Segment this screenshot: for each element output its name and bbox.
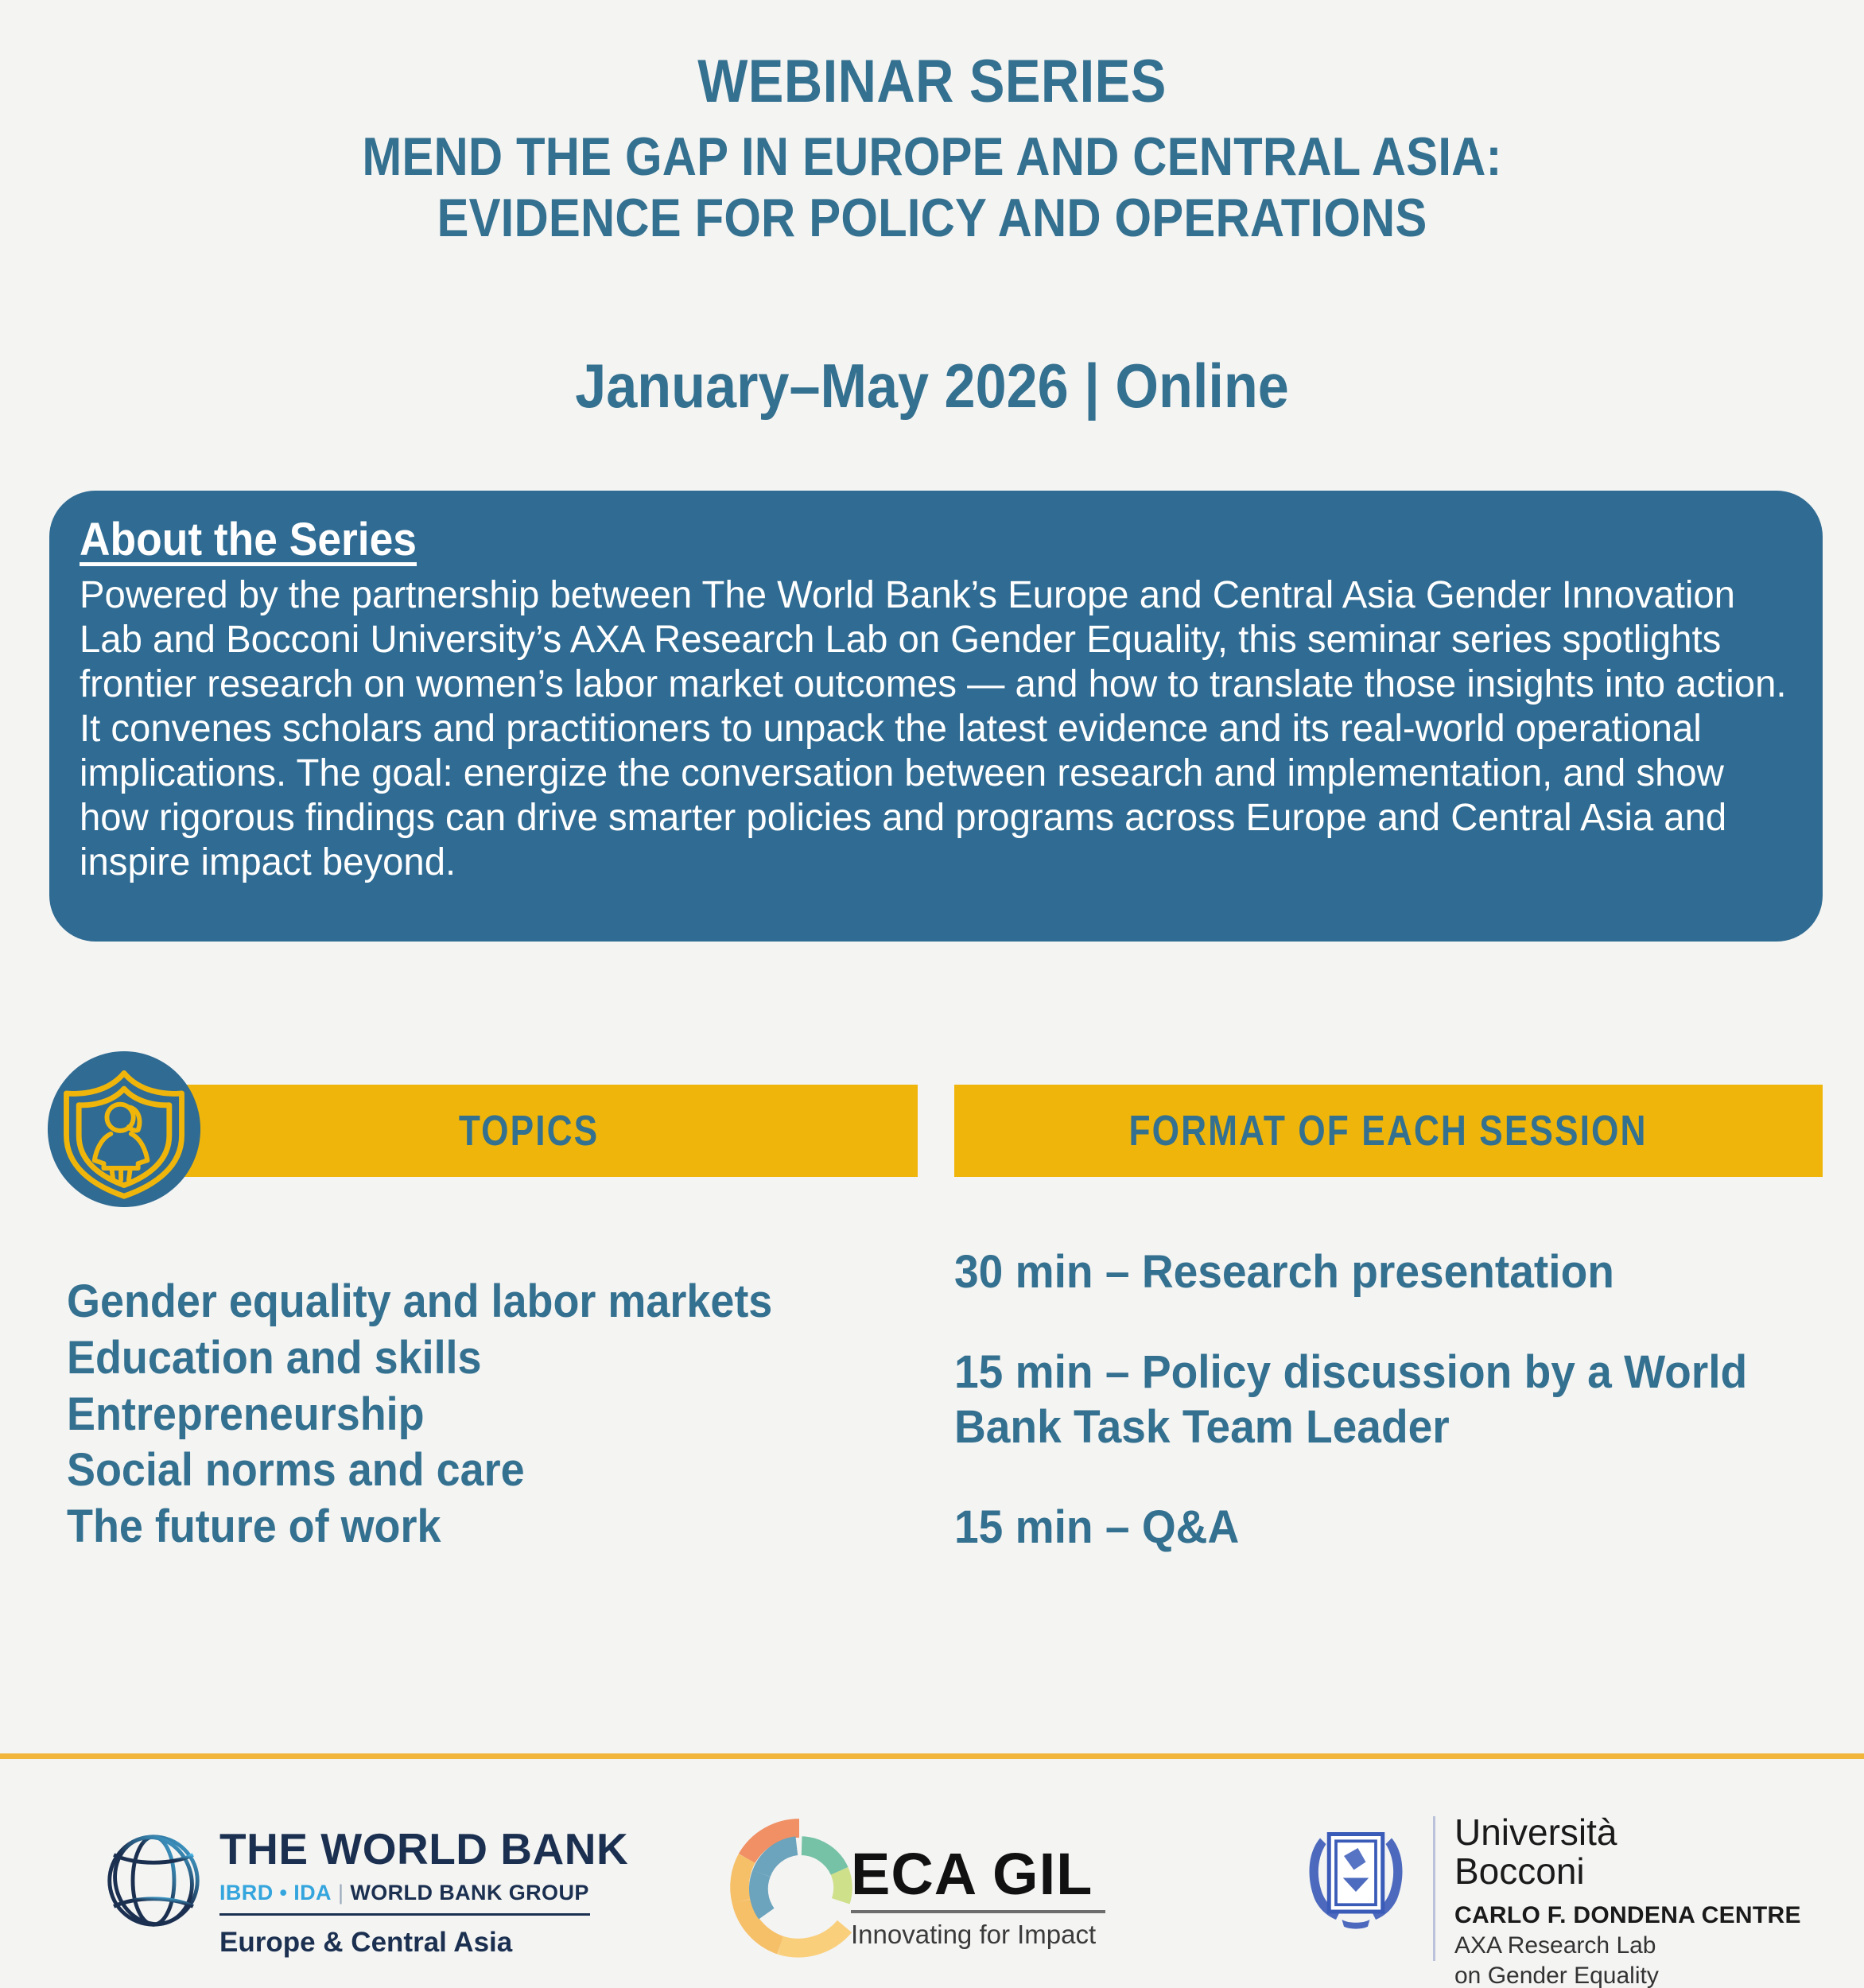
list-item: Gender equality and labor markets <box>67 1276 773 1327</box>
footer-divider <box>0 1753 1864 1759</box>
page-title <box>0 48 1864 249</box>
bocconi-divider <box>1433 1816 1435 1961</box>
about-heading: About the Series <box>80 514 417 565</box>
eca-gil-logo <box>724 1813 1105 1964</box>
title-series-name <box>112 126 1753 249</box>
format-header-bar <box>954 1085 1823 1177</box>
list-item: 30 min – Research presentation <box>954 1246 1614 1298</box>
dondena-centre-label: CARLO F. DONDENA CENTRE <box>1454 1901 1801 1928</box>
world-bank-group-label: WORLD BANK GROUP <box>350 1881 589 1905</box>
topics-list <box>67 1274 918 1555</box>
world-bank-logo <box>102 1824 629 1959</box>
eca-gil-rule <box>851 1910 1105 1913</box>
ibrd-ida-label: IBRD • IDA <box>219 1881 332 1905</box>
about-body-text: Powered by the partnership between The World Bank’s Europe and Central Asia Gender Innovation Lab and Bocconi University’s AXA Research Lab on Gender Equality, this seminar series spotlights frontier research on women’s labor market outcomes — and how to translate those insights into action. It convenes scholars and practitioners to unpack the latest evidence and its real-world operational implications. The goal: energize the conversation between research and implementation, and show how rigorous findings can drive smarter policies and programs across Europe and Central Asia and inspire impact beyond. <box>80 573 1787 884</box>
globe-icon <box>102 1829 205 1932</box>
format-list <box>954 1244 1837 1555</box>
list-item: 15 min – Policy discussion by a World Bank Task Team Leader <box>954 1345 1748 1454</box>
title-line-2: EVIDENCE FOR POLICY AND OPERATIONS <box>437 187 1427 248</box>
bocconi-university-line1: Università <box>1454 1811 1617 1853</box>
logo-divider: | <box>337 1881 344 1905</box>
shield-woman-icon <box>46 1051 202 1207</box>
world-bank-rule <box>219 1913 590 1916</box>
axa-lab-line2: on Gender Equality <box>1454 1962 1659 1988</box>
bocconi-university-line2: Bocconi <box>1454 1850 1585 1892</box>
world-bank-name: THE WORLD BANK <box>219 1824 629 1873</box>
list-item: Social norms and care <box>67 1444 525 1497</box>
footer-logos <box>0 1789 1864 1988</box>
topics-header-label: TOPICS <box>459 1107 600 1155</box>
eca-gil-tagline: Innovating for Impact <box>851 1920 1097 1949</box>
title-kicker: WEBINAR SERIES <box>697 48 1167 115</box>
about-the-series-panel <box>49 491 1823 942</box>
list-item: The future of work <box>67 1501 441 1552</box>
bocconi-crest-icon <box>1296 1816 1415 1936</box>
topics-header-bar <box>122 1085 918 1177</box>
world-bank-subline <box>219 1881 628 1905</box>
date-and-mode: January–May 2026 | Online <box>575 351 1289 421</box>
list-item: Entrepreneurship <box>67 1388 425 1440</box>
format-header-label: FORMAT OF EACH SESSION <box>1129 1107 1648 1155</box>
axa-lab-line1: AXA Research Lab <box>1454 1932 1656 1959</box>
eca-gil-name: ECA GIL <box>851 1841 1093 1907</box>
list-item: Education and skills <box>67 1331 482 1384</box>
world-bank-region: Europe & Central Asia <box>219 1927 513 1958</box>
title-line-1: MEND THE GAP IN EUROPE AND CENTRAL ASIA: <box>362 126 1502 188</box>
list-item: 15 min – Q&A <box>954 1501 1240 1553</box>
bocconi-logo <box>1296 1810 1801 1988</box>
